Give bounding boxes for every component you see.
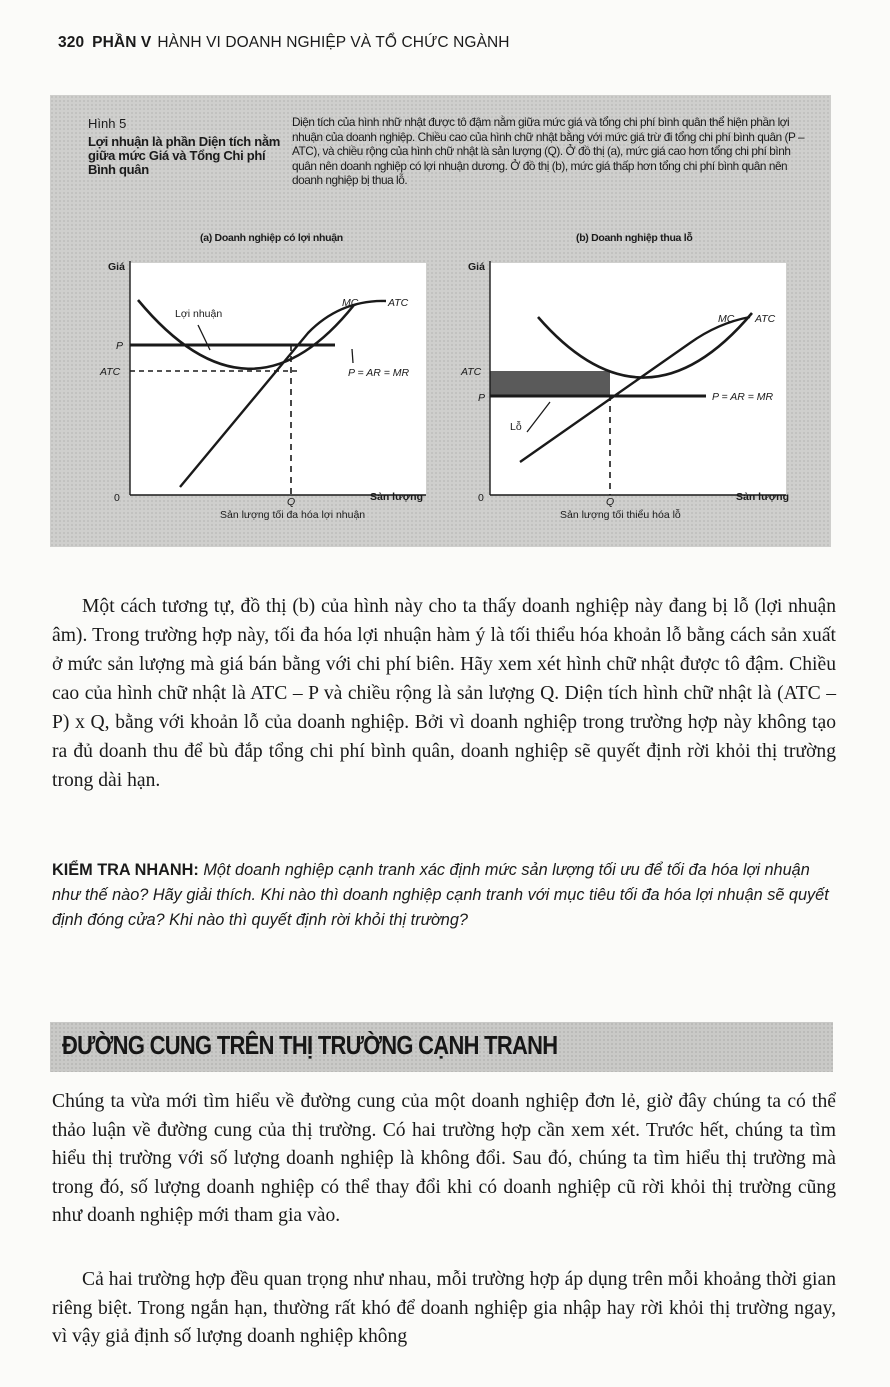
body-paragraph-1: Một cách tương tự, đồ thị (b) của hình này cho ta thấy doanh nghiệp này đang bị lỗ (lợi nhuận âm). Trong trường hợp này, tối đa hóa lợi nhuận hàm ý là tối thiểu hóa khoản lỗ bằng cách sản xuất ở mức sản lượng mà giá bán bằng với chi phí biên. Hãy xem xét hình chữ nhật được tô đậm. Chiều cao của hình chữ nhật là ATC – P và chiều rộng là sản lượng Q. Diện tích hình chữ nhật là (ATC – P) x Q, bằng với khoản lỗ của doanh nghiệp. Bởi vì doanh nghiệp trong trường hợp này không tạo ra đủ doanh thu để bù đắp tổng chi phí bình quân, doanh nghiệp sẽ quyết định rời khỏi thị trường trong dài hạn. xyxy=(52,596,836,791)
part-label: PHẦN V xyxy=(92,34,152,51)
quick-check-text: Một doanh nghiệp cạnh tranh xác định mức sản lượng tối ưu để tối đa hóa lợi nhuận như thế nào? Hãy giải thích. Khi nào thì doanh nghiệp cạnh tranh với mục tiêu tối đa hóa lợi nhuận sẽ quyết định đóng cửa? Khi nào thì quyết định rời khỏi thị trường? xyxy=(52,861,829,929)
panel-a-x-label: Sản lượng xyxy=(370,491,423,503)
panel-b-y-label: Giá xyxy=(468,261,485,273)
panel-a-mc-label: MC xyxy=(342,297,359,309)
running-header xyxy=(58,34,510,52)
panel-a-p-tick: P xyxy=(116,340,124,352)
panel-a-q-tick: Q xyxy=(287,496,296,508)
panel-a-atc-tick: ATC xyxy=(100,366,121,378)
quick-check-label: KIỂM TRA NHANH: xyxy=(52,861,199,879)
body-paragraph-3: Cả hai trường hợp đều quan trọng như nhau, mỗi trường hợp áp dụng trên mỗi khoảng thời gian riêng biệt. Trong ngắn hạn, thường rất khó để doanh nghiệp gia nhập hay rời khỏi thị trường ngay, vì vậy giả định số lượng doanh nghiệp không xyxy=(52,1269,836,1348)
panel-b-atc-tick: ATC xyxy=(461,366,482,378)
panel-a-y-label: Giá xyxy=(108,261,125,273)
panel-a xyxy=(99,261,426,521)
panel-b-title: (b) Doanh nghiệp thua lỗ xyxy=(576,232,693,244)
panel-b-atc-label: ATC xyxy=(755,313,776,325)
panel-a-price-label: P = AR = MR xyxy=(348,367,410,379)
panel-a-atc-label: ATC xyxy=(388,297,409,309)
figure-number: Hình 5 xyxy=(88,116,127,131)
page-number: 320 xyxy=(58,34,85,51)
quick-check xyxy=(52,858,836,933)
panel-b xyxy=(460,261,789,521)
panel-b-q-caption: Sản lượng tối thiểu hóa lỗ xyxy=(560,509,681,521)
figure-caption-text: Diện tích của hình nhữ nhật được tô đậm nằm giữa mức giá và tổng chi phí bình quân thể hiện phần lợi nhuận của doanh nghiệp. Chiều cao của hình chữ nhật bằng với mức giá trừ đi tổng chi phí bình quân (P – ATC), và chiều rộng của hình chữ nhật là sản lượng (Q). Ở đồ thị (a), mức giá cao hơn tổng chi phí bình quân nên doanh nghiệp có lợi nhuận dương. Ở đồ thị (b), mức giá thấp hơn tổng chi phí bình quân nên doanh nghiệp bị thua lỗ. xyxy=(292,115,805,188)
panel-a-title: (a) Doanh nghiệp có lợi nhuận xyxy=(200,232,343,244)
figure-box xyxy=(50,95,831,547)
panel-b-origin: 0 xyxy=(478,492,484,504)
panel-b-q-tick: Q xyxy=(606,496,615,508)
panel-b-x-label: Sản lượng xyxy=(736,491,789,503)
section-title: ĐƯỜNG CUNG TRÊN THỊ TRƯỜNG CẠNH TRANH xyxy=(62,1032,558,1060)
section-heading-bar xyxy=(50,1022,833,1072)
figure-title: Lợi nhuận là phần Diện tích nằm giữa mức Giá và Tổng Chi phí Bình quân xyxy=(88,134,281,177)
panel-b-mc-label: MC xyxy=(718,313,735,325)
chapter-title: HÀNH VI DOANH NGHIỆP VÀ TỔ CHỨC NGÀNH xyxy=(157,34,510,51)
panel-a-plot-area xyxy=(130,263,426,495)
panel-b-area-label: Lỗ xyxy=(510,421,522,433)
panel-b-loss-rectangle xyxy=(490,371,610,396)
panel-a-area-label: Lợi nhuận xyxy=(175,308,223,320)
body-paragraph-2: Chúng ta vừa mới tìm hiểu về đường cung của một doanh nghiệp đơn lẻ, giờ đây chúng ta có thể thảo luận về đường cung của thị trường. Có hai trường hợp cần xem xét. Trước hết, chúng ta tìm hiểu thị trường với số lượng doanh nghiệp là không đổi. Sau đó, chúng ta tìm hiểu thị trường mà trong đó, số lượng doanh nghiệp có thể thay đổi khi có doanh nghiệp cũ rời khỏi thị trường cũng như doanh nghiệp mới tham gia vào. xyxy=(52,1091,836,1227)
panel-a-q-caption: Sản lượng tối đa hóa lợi nhuận xyxy=(220,509,366,521)
panel-b-price-label: P = AR = MR xyxy=(712,391,774,403)
panel-b-p-tick: P xyxy=(478,392,486,404)
panel-a-origin: 0 xyxy=(114,492,120,504)
figure-diagrams xyxy=(50,95,831,547)
